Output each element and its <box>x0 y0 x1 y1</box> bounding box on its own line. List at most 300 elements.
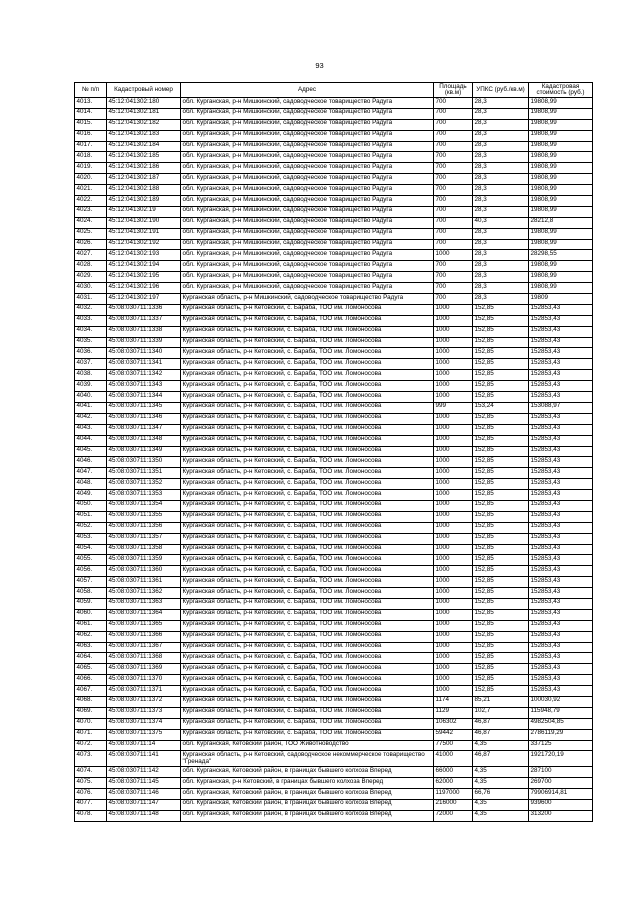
cell-number: 4018. <box>75 152 107 163</box>
cell-cadastral-value: 19808,99 <box>529 239 593 250</box>
cell-area: 1000 <box>434 435 473 446</box>
table-row <box>75 152 593 163</box>
cell-number: 4050. <box>75 500 107 511</box>
cell-cadastral-number: 45:08:030711:1349 <box>107 446 181 457</box>
cell-cadastral-value: 152853,43 <box>529 664 593 675</box>
cell-address: Курганская область, р-н Кетовский, с. Бараба, ТОО им. Ломоносова <box>181 696 434 707</box>
cell-address: Курганская область, р-н Кетовский, с. Бараба, ТОО им. Ломоносова <box>181 598 434 609</box>
cell-cadastral-value: 152853,43 <box>529 479 593 490</box>
table-row <box>75 631 593 642</box>
cell-cadastral-value: 152853,43 <box>529 686 593 697</box>
cell-number: 4046. <box>75 457 107 468</box>
cell-cadastral-number: 45:12:041302:191 <box>107 228 181 239</box>
cell-cadastral-number: 45:08:030711:1354 <box>107 500 181 511</box>
cell-address: Курганская область, р-н Кетовский, с. Бараба, ТОО им. Ломоносова <box>181 468 434 479</box>
cell-area: 41000 <box>434 751 473 767</box>
cell-cadastral-value: 152853,43 <box>529 424 593 435</box>
table-body <box>75 98 593 822</box>
cell-cadastral-number: 45:12:041302:194 <box>107 261 181 272</box>
cell-address: обл. Курганская, р-н Мишкинский, садоводческое товарищество Радуга <box>181 228 434 239</box>
cell-upks: 28,3 <box>473 185 529 196</box>
cell-cadastral-value: 939600 <box>529 799 593 810</box>
table-row <box>75 778 593 789</box>
table-row <box>75 566 593 577</box>
cell-area: 1000 <box>434 609 473 620</box>
table-row <box>75 185 593 196</box>
header-address: Адрес <box>181 83 434 98</box>
cell-address: Курганская область, р-н Кетовский, с. Бараба, ТОО им. Ломоносова <box>181 555 434 566</box>
cell-cadastral-value: 152853,43 <box>529 642 593 653</box>
table-row <box>75 789 593 800</box>
cell-upks: 152,85 <box>473 631 529 642</box>
table-row <box>75 304 593 315</box>
cell-area: 106302 <box>434 718 473 729</box>
cell-number: 4071. <box>75 729 107 740</box>
cell-area: 1000 <box>434 304 473 315</box>
cell-cadastral-number: 45:12:041302:197 <box>107 294 181 305</box>
cell-cadastral-number: 45:12:041302:186 <box>107 163 181 174</box>
cell-upks: 4,35 <box>473 799 529 810</box>
cell-address: Курганская область, р-н Кетовский, с. Бараба, ТОО им. Ломоносова <box>181 315 434 326</box>
cell-number: 4048. <box>75 479 107 490</box>
cell-upks: 152,85 <box>473 392 529 403</box>
cell-cadastral-number: 45:08:030711:1352 <box>107 479 181 490</box>
cell-address: обл. Курганская, р-н Мишкинский, садоводческое товарищество Радуга <box>181 119 434 130</box>
cell-area: 1000 <box>434 348 473 359</box>
cell-cadastral-number: 45:08:030711:1347 <box>107 424 181 435</box>
cell-cadastral-number: 45:12:041302:188 <box>107 185 181 196</box>
cell-area: 1000 <box>434 631 473 642</box>
cell-upks: 152,85 <box>473 577 529 588</box>
table-row <box>75 675 593 686</box>
table-row <box>75 435 593 446</box>
cell-cadastral-value: 28212,8 <box>529 217 593 228</box>
cell-cadastral-value: 152853,43 <box>529 555 593 566</box>
header-area: Площадь (кв.м) <box>434 83 473 98</box>
cell-address: обл. Курганская, Кетовский район, в границах бывшего колхоза Вперед <box>181 789 434 800</box>
cell-cadastral-number: 45:12:041302:189 <box>107 196 181 207</box>
cell-address: обл. Курганская, р-н Мишкинский, садоводческое товарищество Радуга <box>181 98 434 109</box>
cell-cadastral-number: 45:08:030711:1375 <box>107 729 181 740</box>
cell-cadastral-value: 19808,99 <box>529 152 593 163</box>
cell-number: 4031. <box>75 294 107 305</box>
cell-number: 4068. <box>75 696 107 707</box>
cell-cadastral-value: 287100 <box>529 767 593 778</box>
table-row <box>75 370 593 381</box>
cell-cadastral-value: 152853,43 <box>529 577 593 588</box>
cell-area: 1197000 <box>434 789 473 800</box>
table-row <box>75 555 593 566</box>
cell-upks: 28,3 <box>473 294 529 305</box>
cell-cadastral-number: 45:08:030711:1367 <box>107 642 181 653</box>
cell-cadastral-value: 152853,43 <box>529 359 593 370</box>
cell-area: 700 <box>434 261 473 272</box>
cell-cadastral-number: 45:12:041302:19 <box>107 206 181 217</box>
cell-number: 4058. <box>75 588 107 599</box>
cell-number: 4045. <box>75 446 107 457</box>
page-number: 93 <box>315 61 324 70</box>
table-row <box>75 261 593 272</box>
cell-cadastral-number: 45:08:030711:1371 <box>107 686 181 697</box>
cell-upks: 4,35 <box>473 810 529 821</box>
cell-upks: 28,3 <box>473 250 529 261</box>
cell-cadastral-number: 45:08:030711:1356 <box>107 522 181 533</box>
cell-address: Курганская область, р-н Кетовский, с. Бараба, ТОО им. Ломоносова <box>181 511 434 522</box>
cell-upks: 85,21 <box>473 696 529 707</box>
cell-cadastral-number: 45:12:041302:190 <box>107 217 181 228</box>
table-row <box>75 283 593 294</box>
cell-address: Курганская область, р-н Мишкинский, садоводческое товарищество Радуга <box>181 294 434 305</box>
cell-cadastral-value: 152853,43 <box>529 631 593 642</box>
table-row <box>75 664 593 675</box>
cell-area: 700 <box>434 228 473 239</box>
cell-upks: 152,85 <box>473 609 529 620</box>
cell-cadastral-number: 45:08:030711:1363 <box>107 598 181 609</box>
cell-upks: 46,87 <box>473 751 529 767</box>
cell-number: 4019. <box>75 163 107 174</box>
cell-upks: 152,85 <box>473 370 529 381</box>
cell-address: Курганская область, р-н Кетовский, с. Бараба, ТОО им. Ломоносова <box>181 446 434 457</box>
cell-upks: 152,85 <box>473 457 529 468</box>
cell-cadastral-number: 45:12:041302:187 <box>107 174 181 185</box>
cell-address: Курганская область, р-н Кетовский, с. Бараба, ТОО им. Ломоносова <box>181 337 434 348</box>
cell-address: Курганская область, р-н Кетовский, с. Бараба, ТОО им. Ломоносова <box>181 686 434 697</box>
cell-area: 700 <box>434 130 473 141</box>
cell-upks: 152,85 <box>473 490 529 501</box>
table-row <box>75 457 593 468</box>
table-row <box>75 217 593 228</box>
cell-number: 4069. <box>75 707 107 718</box>
table-row <box>75 228 593 239</box>
cell-cadastral-number: 45:08:030711:1350 <box>107 457 181 468</box>
cell-cadastral-value: 152853,43 <box>529 435 593 446</box>
cell-cadastral-number: 45:12:041302:192 <box>107 239 181 250</box>
cell-area: 1000 <box>434 250 473 261</box>
table-row <box>75 424 593 435</box>
table-header-row <box>75 83 593 98</box>
cell-upks: 152,85 <box>473 566 529 577</box>
cell-area: 1000 <box>434 337 473 348</box>
cell-cadastral-number: 45:08:030711:1343 <box>107 381 181 392</box>
cell-cadastral-value: 19808,99 <box>529 98 593 109</box>
table-row <box>75 163 593 174</box>
cell-cadastral-number: 45:08:030711:142 <box>107 767 181 778</box>
cell-address: Курганская область, р-н Кетовский, с. Бараба, ТОО им. Ломоносова <box>181 424 434 435</box>
cell-upks: 28,3 <box>473 228 529 239</box>
table-row <box>75 544 593 555</box>
cell-number: 4065. <box>75 664 107 675</box>
cell-area: 700 <box>434 206 473 217</box>
cell-upks: 152,85 <box>473 533 529 544</box>
cell-number: 4052. <box>75 522 107 533</box>
cell-number: 4057. <box>75 577 107 588</box>
cell-upks: 28,3 <box>473 130 529 141</box>
cell-area: 700 <box>434 152 473 163</box>
cell-upks: 152,85 <box>473 598 529 609</box>
cell-cadastral-number: 45:08:030711:1353 <box>107 490 181 501</box>
cell-upks: 28,3 <box>473 283 529 294</box>
cell-upks: 28,3 <box>473 196 529 207</box>
cell-address: Курганская область, р-н Кетовский, с. Бараба, ТОО им. Ломоносова <box>181 544 434 555</box>
cell-upks: 152,85 <box>473 664 529 675</box>
cell-upks: 28,3 <box>473 239 529 250</box>
cell-cadastral-value: 152853,43 <box>529 315 593 326</box>
cell-cadastral-value: 115948,79 <box>529 707 593 718</box>
cell-address: Курганская область, р-н Кетовский, с. Бараба, ТОО им. Ломоносова <box>181 631 434 642</box>
cell-cadastral-value: 19808,99 <box>529 228 593 239</box>
table-row <box>75 196 593 207</box>
cell-cadastral-number: 45:12:041302:185 <box>107 152 181 163</box>
cell-number: 4034. <box>75 326 107 337</box>
cell-cadastral-number: 45:08:030711:1366 <box>107 631 181 642</box>
cell-cadastral-value: 269700 <box>529 778 593 789</box>
cell-cadastral-value: 152853,43 <box>529 337 593 348</box>
cell-number: 4025. <box>75 228 107 239</box>
cell-cadastral-number: 45:08:030711:1373 <box>107 707 181 718</box>
cell-number: 4049. <box>75 490 107 501</box>
cell-cadastral-value: 4982504,85 <box>529 718 593 729</box>
table-row <box>75 718 593 729</box>
cell-cadastral-value: 19808,99 <box>529 283 593 294</box>
cell-area: 700 <box>434 272 473 283</box>
cell-cadastral-value: 2786119,29 <box>529 729 593 740</box>
cell-upks: 28,3 <box>473 206 529 217</box>
cell-area: 1000 <box>434 598 473 609</box>
cell-upks: 152,85 <box>473 326 529 337</box>
cell-area: 700 <box>434 163 473 174</box>
table-row <box>75 609 593 620</box>
table-row <box>75 468 593 479</box>
cell-cadastral-number: 45:08:030711:1337 <box>107 315 181 326</box>
cell-number: 4055. <box>75 555 107 566</box>
cell-number: 4041. <box>75 402 107 413</box>
cell-address: Курганская область, р-н Кетовский, с. Бараба, ТОО им. Ломоносова <box>181 435 434 446</box>
table-row <box>75 206 593 217</box>
cell-number: 4026. <box>75 239 107 250</box>
cell-upks: 152,85 <box>473 522 529 533</box>
cell-cadastral-value: 19808,99 <box>529 206 593 217</box>
cell-cadastral-number: 45:12:041302:184 <box>107 141 181 152</box>
cell-number: 4054. <box>75 544 107 555</box>
cell-number: 4061. <box>75 620 107 631</box>
cell-cadastral-number: 45:08:030711:141 <box>107 751 181 767</box>
cell-upks: 4,35 <box>473 740 529 751</box>
cell-cadastral-value: 19808,99 <box>529 196 593 207</box>
cell-upks: 152,85 <box>473 424 529 435</box>
table-row <box>75 620 593 631</box>
cell-cadastral-value: 313200 <box>529 810 593 821</box>
cell-cadastral-value: 152853,43 <box>529 348 593 359</box>
cell-number: 4066. <box>75 675 107 686</box>
table-row <box>75 686 593 697</box>
table-row <box>75 402 593 413</box>
cell-upks: 28,3 <box>473 141 529 152</box>
header-upks: УПКС (руб./кв.м) <box>473 83 529 98</box>
cell-address: Курганская область, р-н Кетовский, с. Бараба, ТОО им. Ломоносова <box>181 402 434 413</box>
cell-number: 4020. <box>75 174 107 185</box>
cadastral-table <box>74 82 593 822</box>
cell-cadastral-number: 45:08:030711:1365 <box>107 620 181 631</box>
cell-cadastral-number: 45:08:030711:1348 <box>107 435 181 446</box>
cell-cadastral-value: 152853,43 <box>529 413 593 424</box>
table-row <box>75 740 593 751</box>
cell-upks: 28,3 <box>473 119 529 130</box>
cell-area: 700 <box>434 239 473 250</box>
table-row <box>75 707 593 718</box>
table-row <box>75 533 593 544</box>
cell-cadastral-value: 1921720,19 <box>529 751 593 767</box>
table-row <box>75 141 593 152</box>
cell-number: 4033. <box>75 315 107 326</box>
cell-number: 4056. <box>75 566 107 577</box>
cell-address: обл. Курганская, р-н Мишкинский, садоводческое товарищество Радуга <box>181 152 434 163</box>
cell-address: обл. Курганская, р-н Мишкинский, садоводческое товарищество Радуга <box>181 239 434 250</box>
cell-address: обл. Курганская, р-н Кетовский, в границах бывшего колхоза Вперед <box>181 778 434 789</box>
table-row <box>75 359 593 370</box>
cell-upks: 28,3 <box>473 261 529 272</box>
cell-address: обл. Курганская, р-н Мишкинский, садоводческое товарищество Радуга <box>181 196 434 207</box>
cell-number: 4015. <box>75 119 107 130</box>
cell-area: 59442 <box>434 729 473 740</box>
cell-address: Курганская область, р-н Кетовский, с. Бараба, ТОО им. Ломоносова <box>181 566 434 577</box>
cell-cadastral-value: 152853,43 <box>529 544 593 555</box>
cell-upks: 46,87 <box>473 718 529 729</box>
table-row <box>75 522 593 533</box>
cell-number: 4014. <box>75 108 107 119</box>
cell-cadastral-number: 45:08:030711:1355 <box>107 511 181 522</box>
cell-cadastral-value: 152853,43 <box>529 511 593 522</box>
cell-number: 4064. <box>75 653 107 664</box>
cell-upks: 152,85 <box>473 653 529 664</box>
table-row <box>75 810 593 821</box>
cell-cadastral-value: 19808,99 <box>529 163 593 174</box>
table-row <box>75 446 593 457</box>
cell-upks: 152,85 <box>473 675 529 686</box>
table-row <box>75 598 593 609</box>
cell-area: 1000 <box>434 544 473 555</box>
cell-upks: 28,3 <box>473 98 529 109</box>
cell-number: 4067. <box>75 686 107 697</box>
cell-number: 4028. <box>75 261 107 272</box>
table-row <box>75 98 593 109</box>
cell-cadastral-number: 45:08:030711:1339 <box>107 337 181 348</box>
table-row <box>75 337 593 348</box>
cell-address: Курганская область, р-н Кетовский, с. Бараба, ТОО им. Ломоносова <box>181 718 434 729</box>
cell-cadastral-value: 152853,43 <box>529 370 593 381</box>
cell-upks: 4,35 <box>473 778 529 789</box>
cell-number: 4051. <box>75 511 107 522</box>
cell-cadastral-number: 45:08:030711:1351 <box>107 468 181 479</box>
cell-cadastral-value: 152853,43 <box>529 620 593 631</box>
cell-area: 1000 <box>434 468 473 479</box>
cell-number: 4037. <box>75 359 107 370</box>
cell-number: 4059. <box>75 598 107 609</box>
cell-upks: 152,85 <box>473 435 529 446</box>
cell-upks: 152,85 <box>473 468 529 479</box>
cell-area: 700 <box>434 174 473 185</box>
cell-cadastral-number: 45:08:030711:1358 <box>107 544 181 555</box>
cell-cadastral-number: 45:12:041302:196 <box>107 283 181 294</box>
header-number: № п/п <box>75 83 107 98</box>
cell-area: 700 <box>434 283 473 294</box>
cell-address: Курганская область, р-н Кетовский, с. Бараба, ТОО им. Ломоносова <box>181 664 434 675</box>
table-row <box>75 577 593 588</box>
table-row <box>75 799 593 810</box>
cell-cadastral-value: 19808,99 <box>529 261 593 272</box>
cell-upks: 152,85 <box>473 544 529 555</box>
cell-cadastral-number: 45:08:030711:146 <box>107 789 181 800</box>
cell-upks: 28,3 <box>473 152 529 163</box>
cell-upks: 152,85 <box>473 588 529 599</box>
cell-address: Курганская область, р-н Кетовский, с. Бараба, ТОО им. Ломоносова <box>181 653 434 664</box>
cell-area: 1000 <box>434 588 473 599</box>
cell-area: 700 <box>434 196 473 207</box>
cell-cadastral-number: 45:08:030711:1364 <box>107 609 181 620</box>
cell-area: 1000 <box>434 381 473 392</box>
cell-number: 4042. <box>75 413 107 424</box>
table-row <box>75 348 593 359</box>
cell-number: 4036. <box>75 348 107 359</box>
cell-upks: 152,85 <box>473 479 529 490</box>
cell-address: обл. Курганская, Кетовский район, в границах бывшего колхоза Вперед <box>181 799 434 810</box>
cell-area: 1000 <box>434 392 473 403</box>
cell-upks: 152,85 <box>473 555 529 566</box>
cell-cadastral-value: 19808,99 <box>529 130 593 141</box>
cell-number: 4078. <box>75 810 107 821</box>
cell-address: обл. Курганская, р-н Мишкинский, садоводческое товарищество Радуга <box>181 163 434 174</box>
cell-cadastral-number: 45:08:030711:145 <box>107 778 181 789</box>
cell-cadastral-value: 152853,43 <box>529 490 593 501</box>
cell-area: 1000 <box>434 533 473 544</box>
cell-cadastral-value: 19808,99 <box>529 185 593 196</box>
cell-cadastral-number: 45:08:030711:1360 <box>107 566 181 577</box>
cell-address: Курганская область, р-н Кетовский, с. Бараба, ТОО им. Ломоносова <box>181 729 434 740</box>
cell-cadastral-value: 152853,43 <box>529 675 593 686</box>
table-row <box>75 511 593 522</box>
table-row <box>75 315 593 326</box>
cell-cadastral-value: 152853,43 <box>529 326 593 337</box>
table-row <box>75 174 593 185</box>
cell-cadastral-number: 45:12:041302:195 <box>107 272 181 283</box>
cell-address: обл. Курганская, р-н Мишкинский, садоводческое товарищество Радуга <box>181 261 434 272</box>
table-row <box>75 130 593 141</box>
cell-address: Курганская область, р-н Кетовский, с. Бараба, ТОО им. Ломоносова <box>181 392 434 403</box>
cell-address: Курганская область, р-н Кетовский, с. Бараба, ТОО им. Ломоносова <box>181 348 434 359</box>
cell-area: 1000 <box>434 511 473 522</box>
cell-cadastral-value: 19808,99 <box>529 174 593 185</box>
cell-area: 1000 <box>434 370 473 381</box>
cell-cadastral-value: 19809 <box>529 294 593 305</box>
cell-cadastral-number: 45:08:030711:1361 <box>107 577 181 588</box>
cell-upks: 153,24 <box>473 402 529 413</box>
cell-address: обл. Курганская, р-н Мишкинский, садоводческое товарищество Радуга <box>181 206 434 217</box>
cell-address: Курганская область, р-н Кетовский, с. Бараба, ТОО им. Ломоносова <box>181 533 434 544</box>
cell-number: 4024. <box>75 217 107 228</box>
cell-number: 4043. <box>75 424 107 435</box>
cell-address: Курганская область, р-н Кетовский, с. Бараба, ТОО им. Ломоносова <box>181 304 434 315</box>
cell-upks: 152,85 <box>473 315 529 326</box>
cell-area: 700 <box>434 141 473 152</box>
cell-upks: 152,85 <box>473 620 529 631</box>
cell-area: 700 <box>434 185 473 196</box>
cell-cadastral-number: 45:12:041302:193 <box>107 250 181 261</box>
cell-cadastral-number: 45:08:030711:1346 <box>107 413 181 424</box>
table-row <box>75 767 593 778</box>
cell-upks: 40,3 <box>473 217 529 228</box>
table-row <box>75 500 593 511</box>
cell-cadastral-number: 45:12:041302:181 <box>107 108 181 119</box>
cell-cadastral-value: 152853,43 <box>529 304 593 315</box>
